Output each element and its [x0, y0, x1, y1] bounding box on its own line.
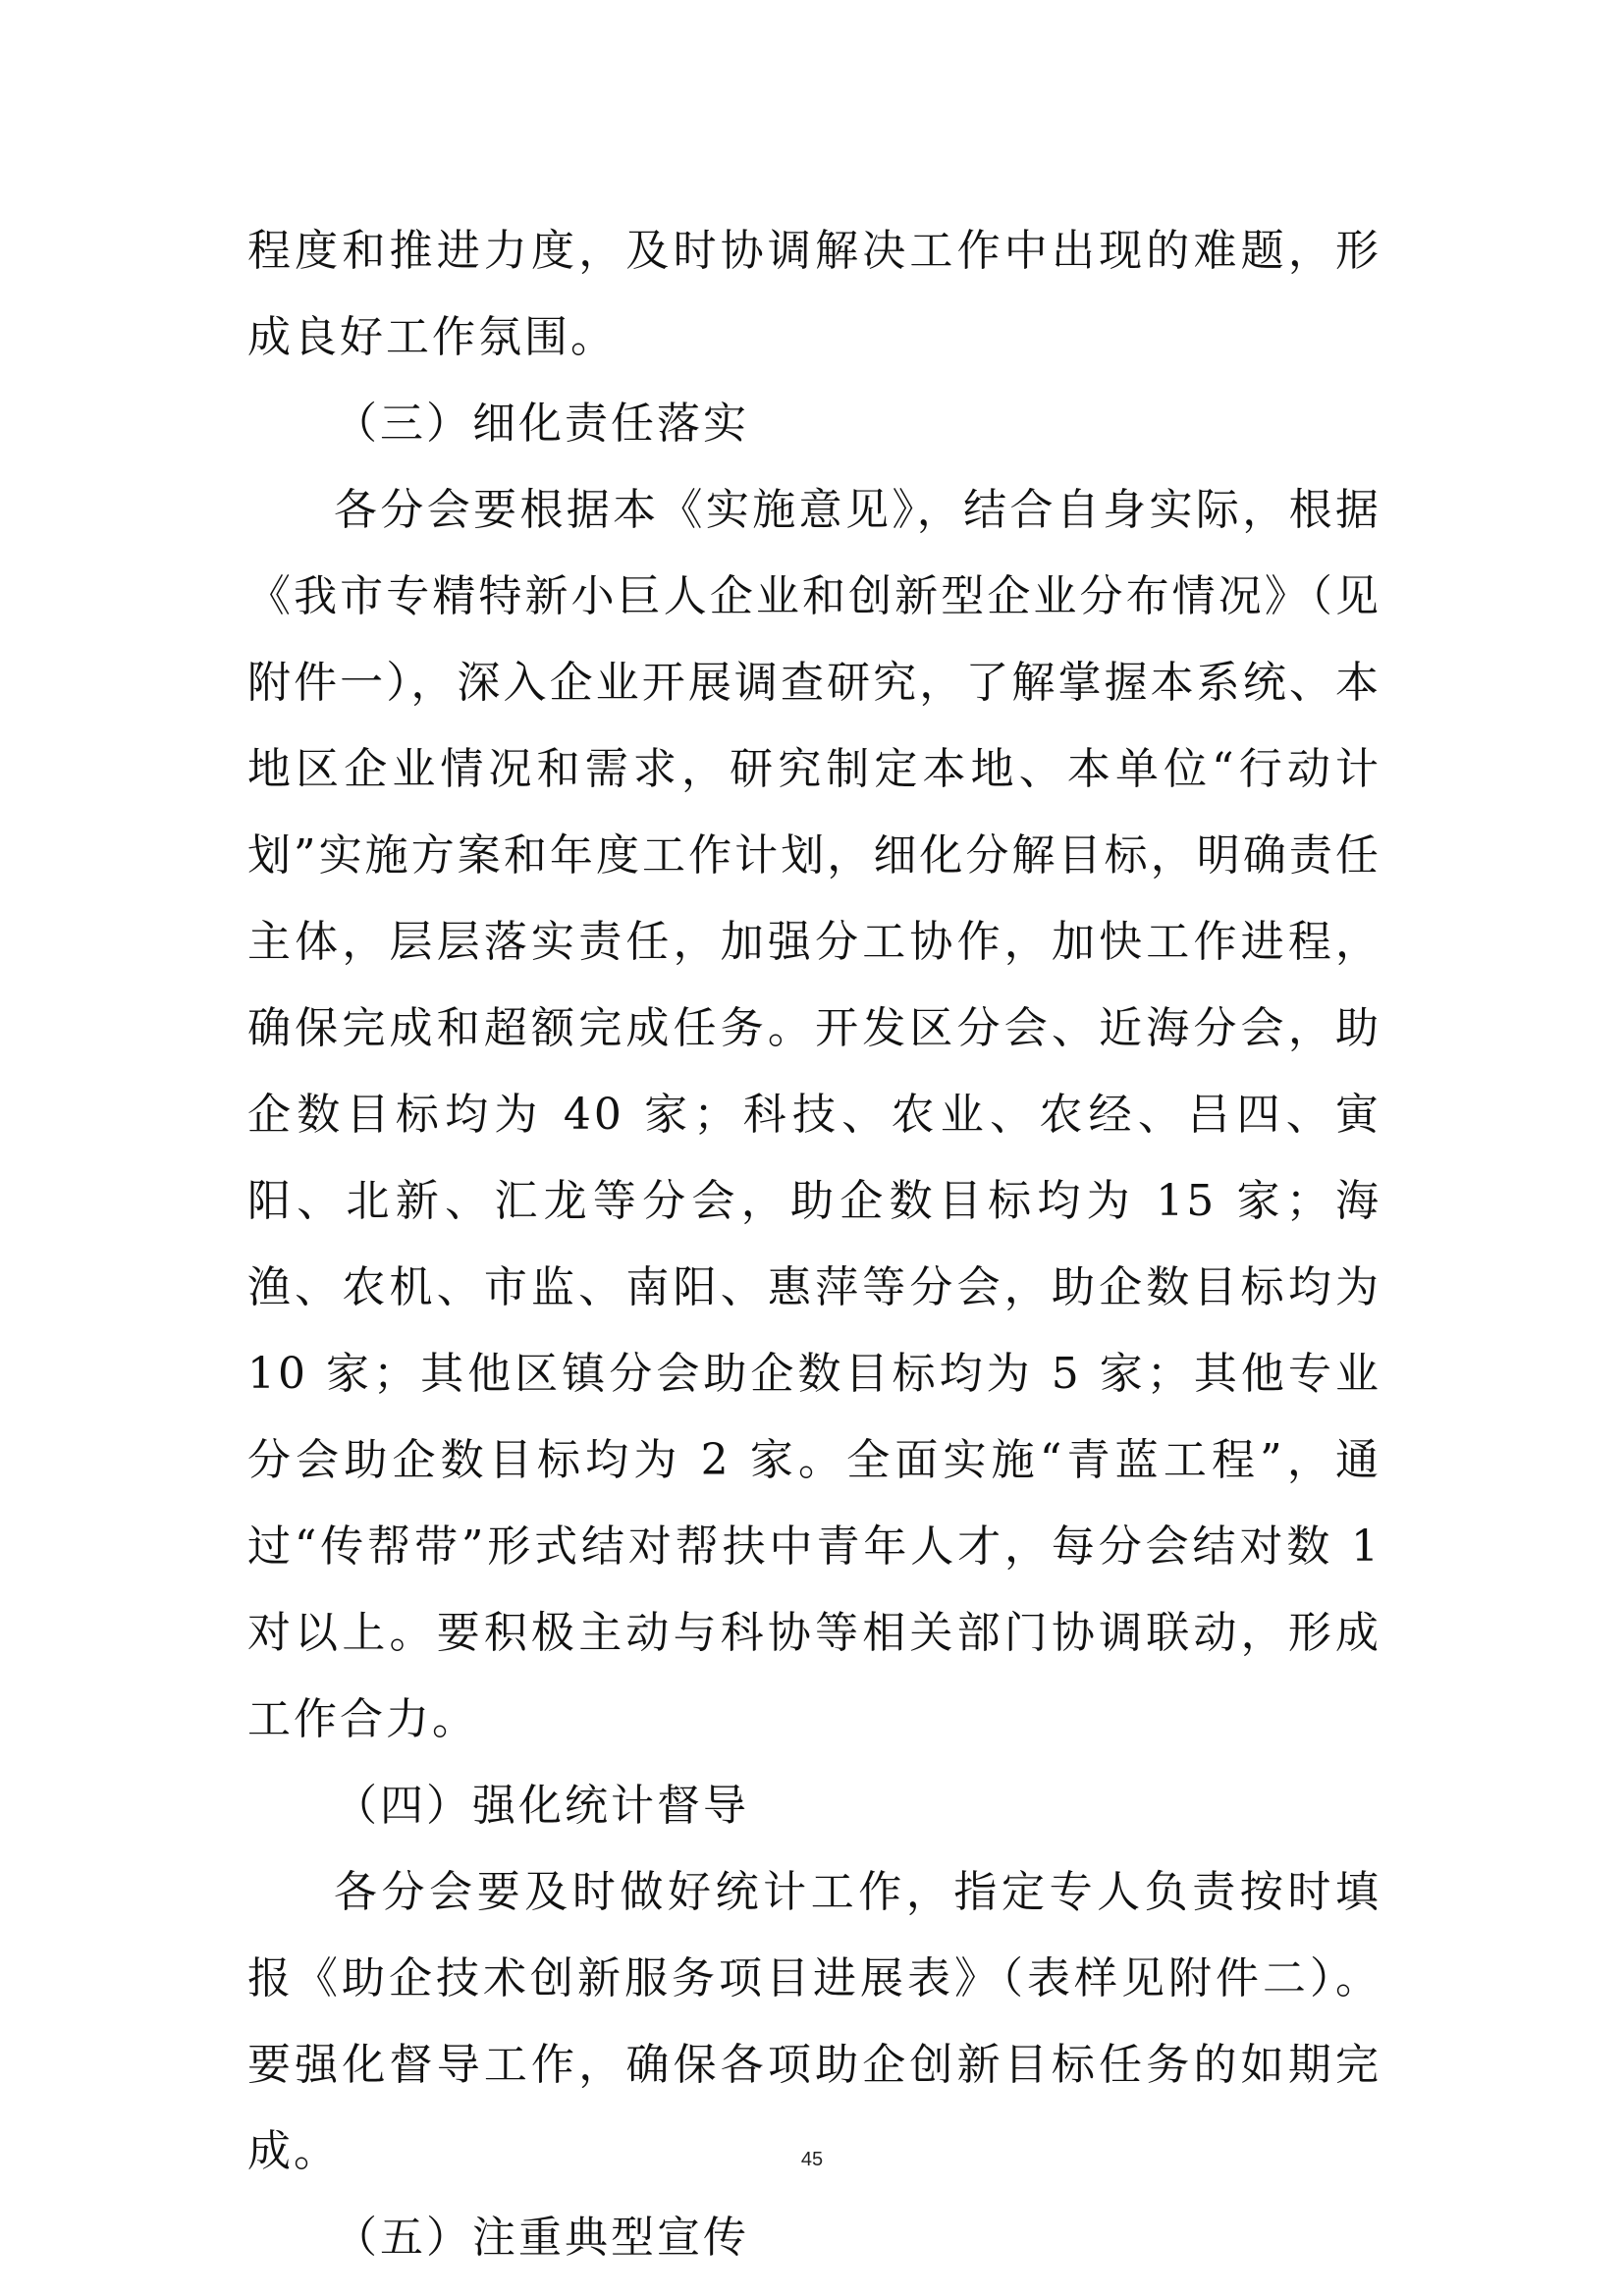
paragraph-responsibility: 各分会要根据本《实施意见》，结合自身实际，根据《我市专精特新小巨人企业和创新型企业分布情况》（见附件一），深入企业开展调查研究，了解掌握本系统、本地区企业情况和需求，研究制定本地、本单位“行动计划”实施方案和年度工作计划，细化分解目标，明确责任主体，层层落实责任，加强分工协作，加快工作进程，确保完成和超额完成任务。开发区分会、近海分会，助企数目标均为 40 家；科技、农业、农经、吕四、寅阳、北新、汇龙等分会，助企数目标均为 15 家；海渔、农机、市监、南阳、惠萍等分会，助企数目标均为 10 家；其他区镇分会助企数目标均为 5 家；其他专业分会助企数目标均为 2 家。全面实施“青蓝工程”，通过“传帮带”形式结对帮扶中青年人才，每分会结对数 1 对以上。要积极主动与科协等相关部门协调联动，形成工作合力。	[247, 485, 1381, 1744]
document-body	[247, 208, 1381, 2281]
section-heading-three: （三）细化责任落实	[334, 399, 749, 449]
section-heading-four: （四）强化统计督导	[334, 1781, 749, 1831]
page-number: 45	[800, 2149, 824, 2170]
section-heading-five: （五）注重典型宣传	[334, 2213, 749, 2263]
paragraph-statistics: 各分会要及时做好统计工作，指定专人负责按时填报《助企技术创新服务项目进展表》（表样见附件二）。要强化督导工作，确保各项助企创新目标任务的如期完成。	[247, 1867, 1381, 2176]
paragraph-continuation: 程度和推进力度，及时协调解决工作中出现的难题，形成良好工作氛围。	[247, 226, 1381, 362]
